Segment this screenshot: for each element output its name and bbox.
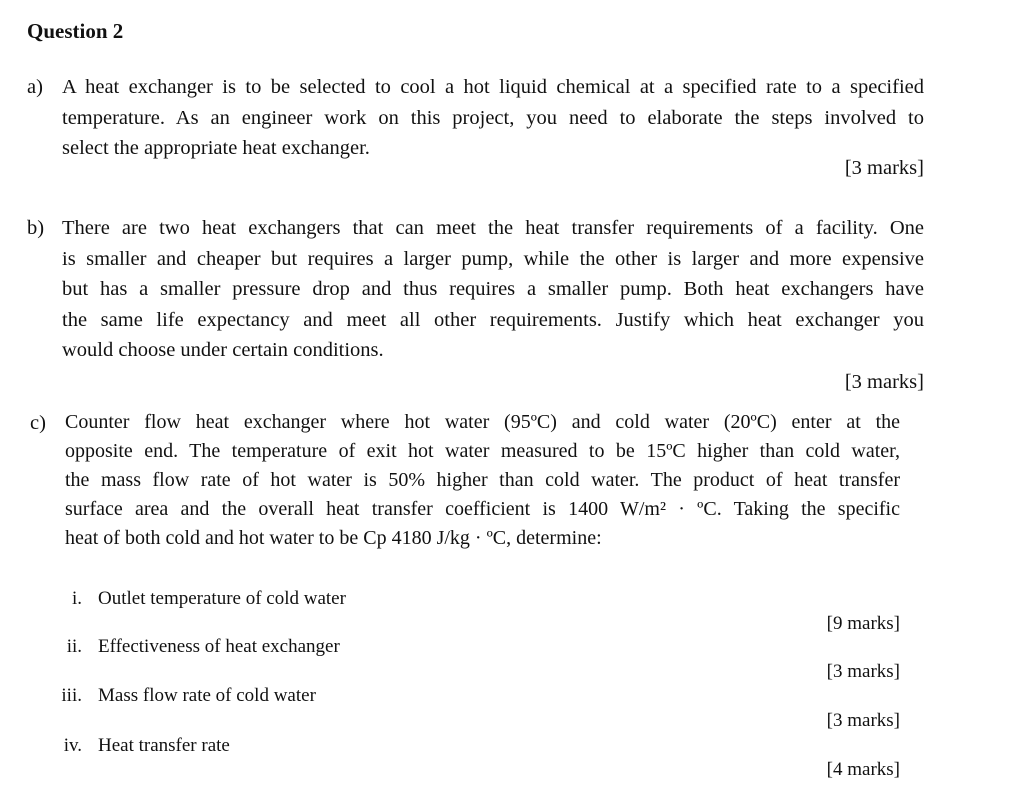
subpart-number: ii. [66, 636, 82, 657]
part-b-line: would choose under certain conditions. [62, 339, 384, 361]
part-a-line: temperature. As an engineer work on this project, you need to elaborate the steps involved to [62, 106, 924, 129]
part-c-line: opposite end. The temperature of exit hot water measured to be 15ºC higher than cold water, [65, 440, 900, 462]
part-b-line: the same life expectancy and meet all other requirements. Justify which heat exchanger you [62, 308, 924, 331]
subpart-marks: [9 marks] [826, 613, 900, 634]
part-a-text [62, 72, 924, 164]
subpart-text: Mass flow rate of cold water [98, 685, 316, 706]
subpart-text: Effectiveness of heat exchanger [98, 636, 340, 657]
subpart-number: iii. [61, 685, 82, 706]
subpart-marks: [3 marks] [826, 710, 900, 731]
part-c-label: c) [30, 412, 46, 434]
subpart-marks: [3 marks] [826, 661, 900, 682]
part-b-marks: [3 marks] [844, 371, 924, 393]
subpart-number: iv. [63, 735, 82, 756]
part-c-text [65, 408, 900, 553]
part-b-line: There are two heat exchangers that can meet the heat transfer requirements of a facility. One [62, 217, 924, 239]
part-a-marks: [3 marks] [844, 157, 924, 179]
part-b-text [62, 213, 924, 366]
part-a-label: a) [27, 76, 43, 98]
part-c-line: Counter flow heat exchanger where hot water (95ºC) and cold water (20ºC) enter at the [65, 411, 900, 433]
part-b-label: b) [27, 217, 45, 239]
part-c-line: the mass flow rate of hot water is 50% higher than cold water. The product of heat transfer [65, 469, 900, 491]
subpart-marks: [4 marks] [826, 759, 900, 780]
part-c-line: heat of both cold and hot water to be Cp 4180 J/kg · ºC, determine: [65, 527, 602, 549]
subpart-number: i. [71, 588, 82, 609]
subpart-text: Heat transfer rate [98, 735, 230, 756]
subpart-text: Outlet temperature of cold water [98, 588, 346, 609]
question-title: Question 2 [27, 19, 124, 43]
part-b-line: is smaller and cheaper but requires a larger pump, while the other is larger and more expensive [62, 247, 924, 270]
part-c-line: surface area and the overall heat transfer coefficient is 1400 W/m² · ºC. Taking the specific [65, 498, 900, 520]
part-a-line: select the appropriate heat exchanger. [62, 137, 370, 159]
part-b-line: but has a smaller pressure drop and thus requires a smaller pump. Both heat exchangers have [62, 278, 924, 300]
part-a-line: A heat exchanger is to be selected to cool a hot liquid chemical at a specified rate to a specified [62, 76, 924, 98]
